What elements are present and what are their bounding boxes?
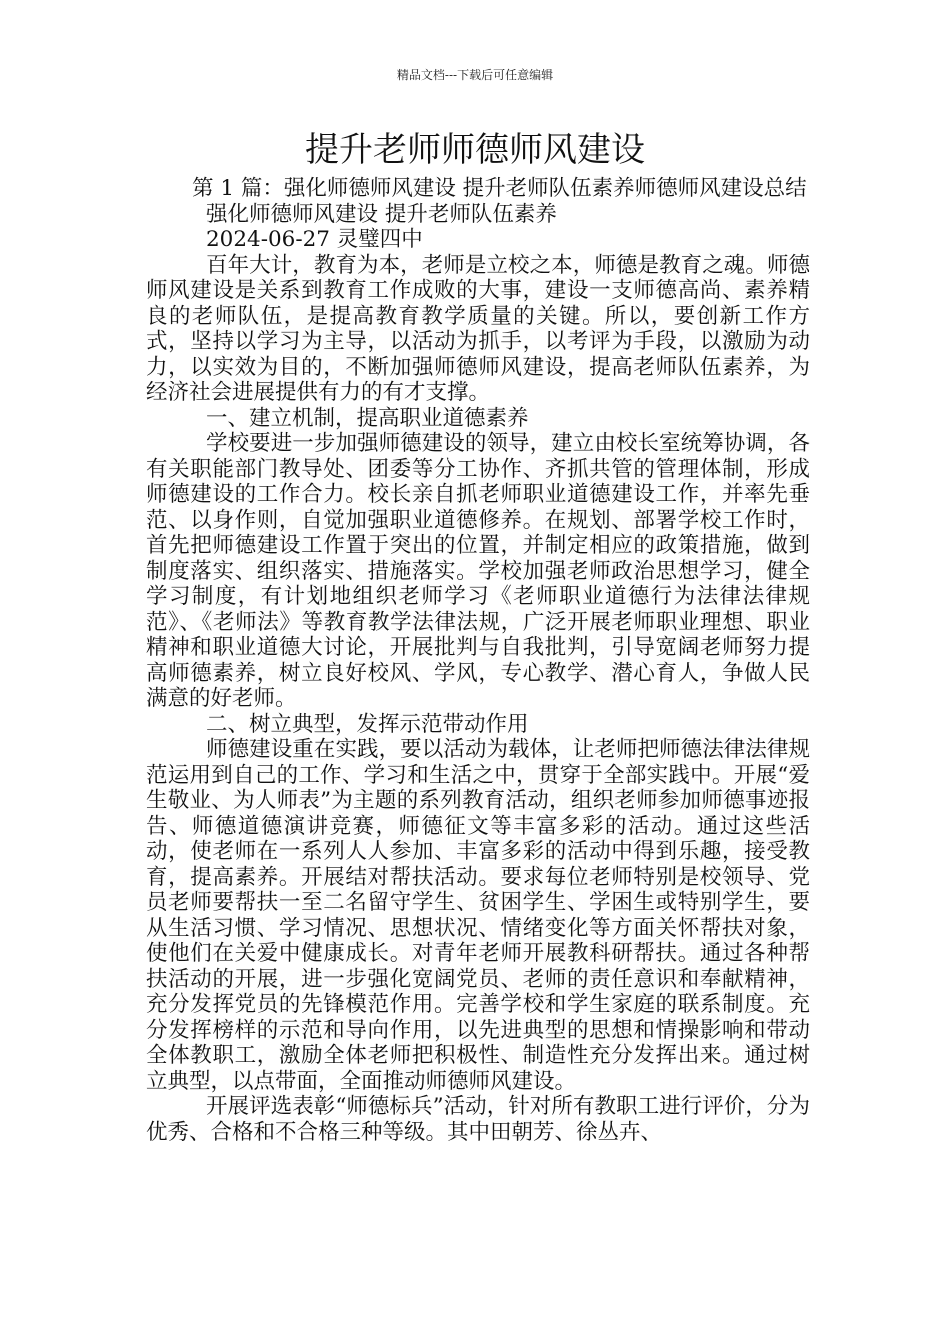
article-date-author: 2024-06-27 灵璧四中 (206, 227, 423, 252)
paragraph-intro: 百年大计，教育为本，老师是立校之本，师德是教育之魂。师德师风建设是关系到教育工作成败的大事，建设一支师德高尚、素养精良的老师队伍，是提高教育教学质量的关键。所以，要创新工作方式，坚持以学习为主导，以活动为抓手，以考评为手段，以激励为动力，以实效为目的，不断加强师德师风建设，提高老师队伍素养，为经济社会进展提供有力的有才支撑。 (146, 252, 810, 405)
page-header: 精品文档---下载后可任意编辑 (396, 68, 554, 82)
paragraph-part-one: 学校要进一步加强师德建设的领导，建立由校长室统筹协调，各有关职能部门教导处、团委等分工协作、齐抓共管的管理体制，形成师德建设的工作合力。校长亲自抓老师职业道德建设工作，并率先垂范、以身作则，自觉加强职业道德修养。在规划、部署学校工作时，首先把师德建设工作置于突出的位置，并制定相应的政策措施，做到制度落实、组织落实、措施落实。学校加强老师政治思想学习，健全学习制度，有计划地组织老师学习《老师职业道德行为法律法律规范》、《老师法》等教育教学法律法规，广泛开展老师职业理想、职业精神和职业道德大讨论，开展批判与自我批判，引导宽阔老师努力提高师德素养，树立良好校风、学风，专心教学、潜心育人，争做人民满意的好老师。 (146, 431, 810, 711)
heading-part-one: 一、建立机制，提高职业道德素养 (206, 405, 529, 431)
document-title: 提升老师师德师风建设 (305, 130, 645, 170)
heading-part-two: 二、树立典型，发挥示范带动作用 (206, 711, 529, 737)
section-heading: 第 1 篇：强化师德师风建设 提升老师队伍素养师德师风建设总结 (192, 176, 807, 201)
document-body (146, 176, 810, 1145)
article-subtitle: 强化师德师风建设 提升老师队伍素养 (206, 201, 557, 227)
paragraph-award: 开展评选表彰“师德标兵”活动，针对所有教职工进行评价，分为优秀、合格和不合格三种等级。其中田朝芳、徐丛卉、 (146, 1094, 810, 1145)
paragraph-part-two: 师德建设重在实践，要以活动为载体，让老师把师德法律法律规范运用到自己的工作、学习和生活之中，贯穿于全部实践中。开展“爱生敬业、为人师表”为主题的系列教育活动，组织老师参加师德事迹报告、师德道德演讲竞赛，师德征文等丰富多彩的活动。通过这些活动，使老师在一系列人人参加、丰富多彩的活动中得到乐趣，接受教育，提高素养。开展结对帮扶活动。要求每位老师特别是校领导、党员老师要帮扶一至二名留守学生、贫困学生、学困生或特别学生，要从生活习惯、学习情况、思想状况、情绪变化等方面关怀帮扶对象，使他们在关爱中健康成长。对青年老师开展教科研帮扶。通过各种帮扶活动的开展，进一步强化宽阔党员、老师的责任意识和奉献精神，充分发挥党员的先锋模范作用。完善学校和学生家庭的联系制度。充分发挥榜样的示范和导向作用，以先进典型的思想和情操影响和带动全体教职工，激励全体老师把积极性、制造性充分发挥出来。通过树立典型，以点带面，全面推动师德师风建设。 (146, 737, 810, 1094)
